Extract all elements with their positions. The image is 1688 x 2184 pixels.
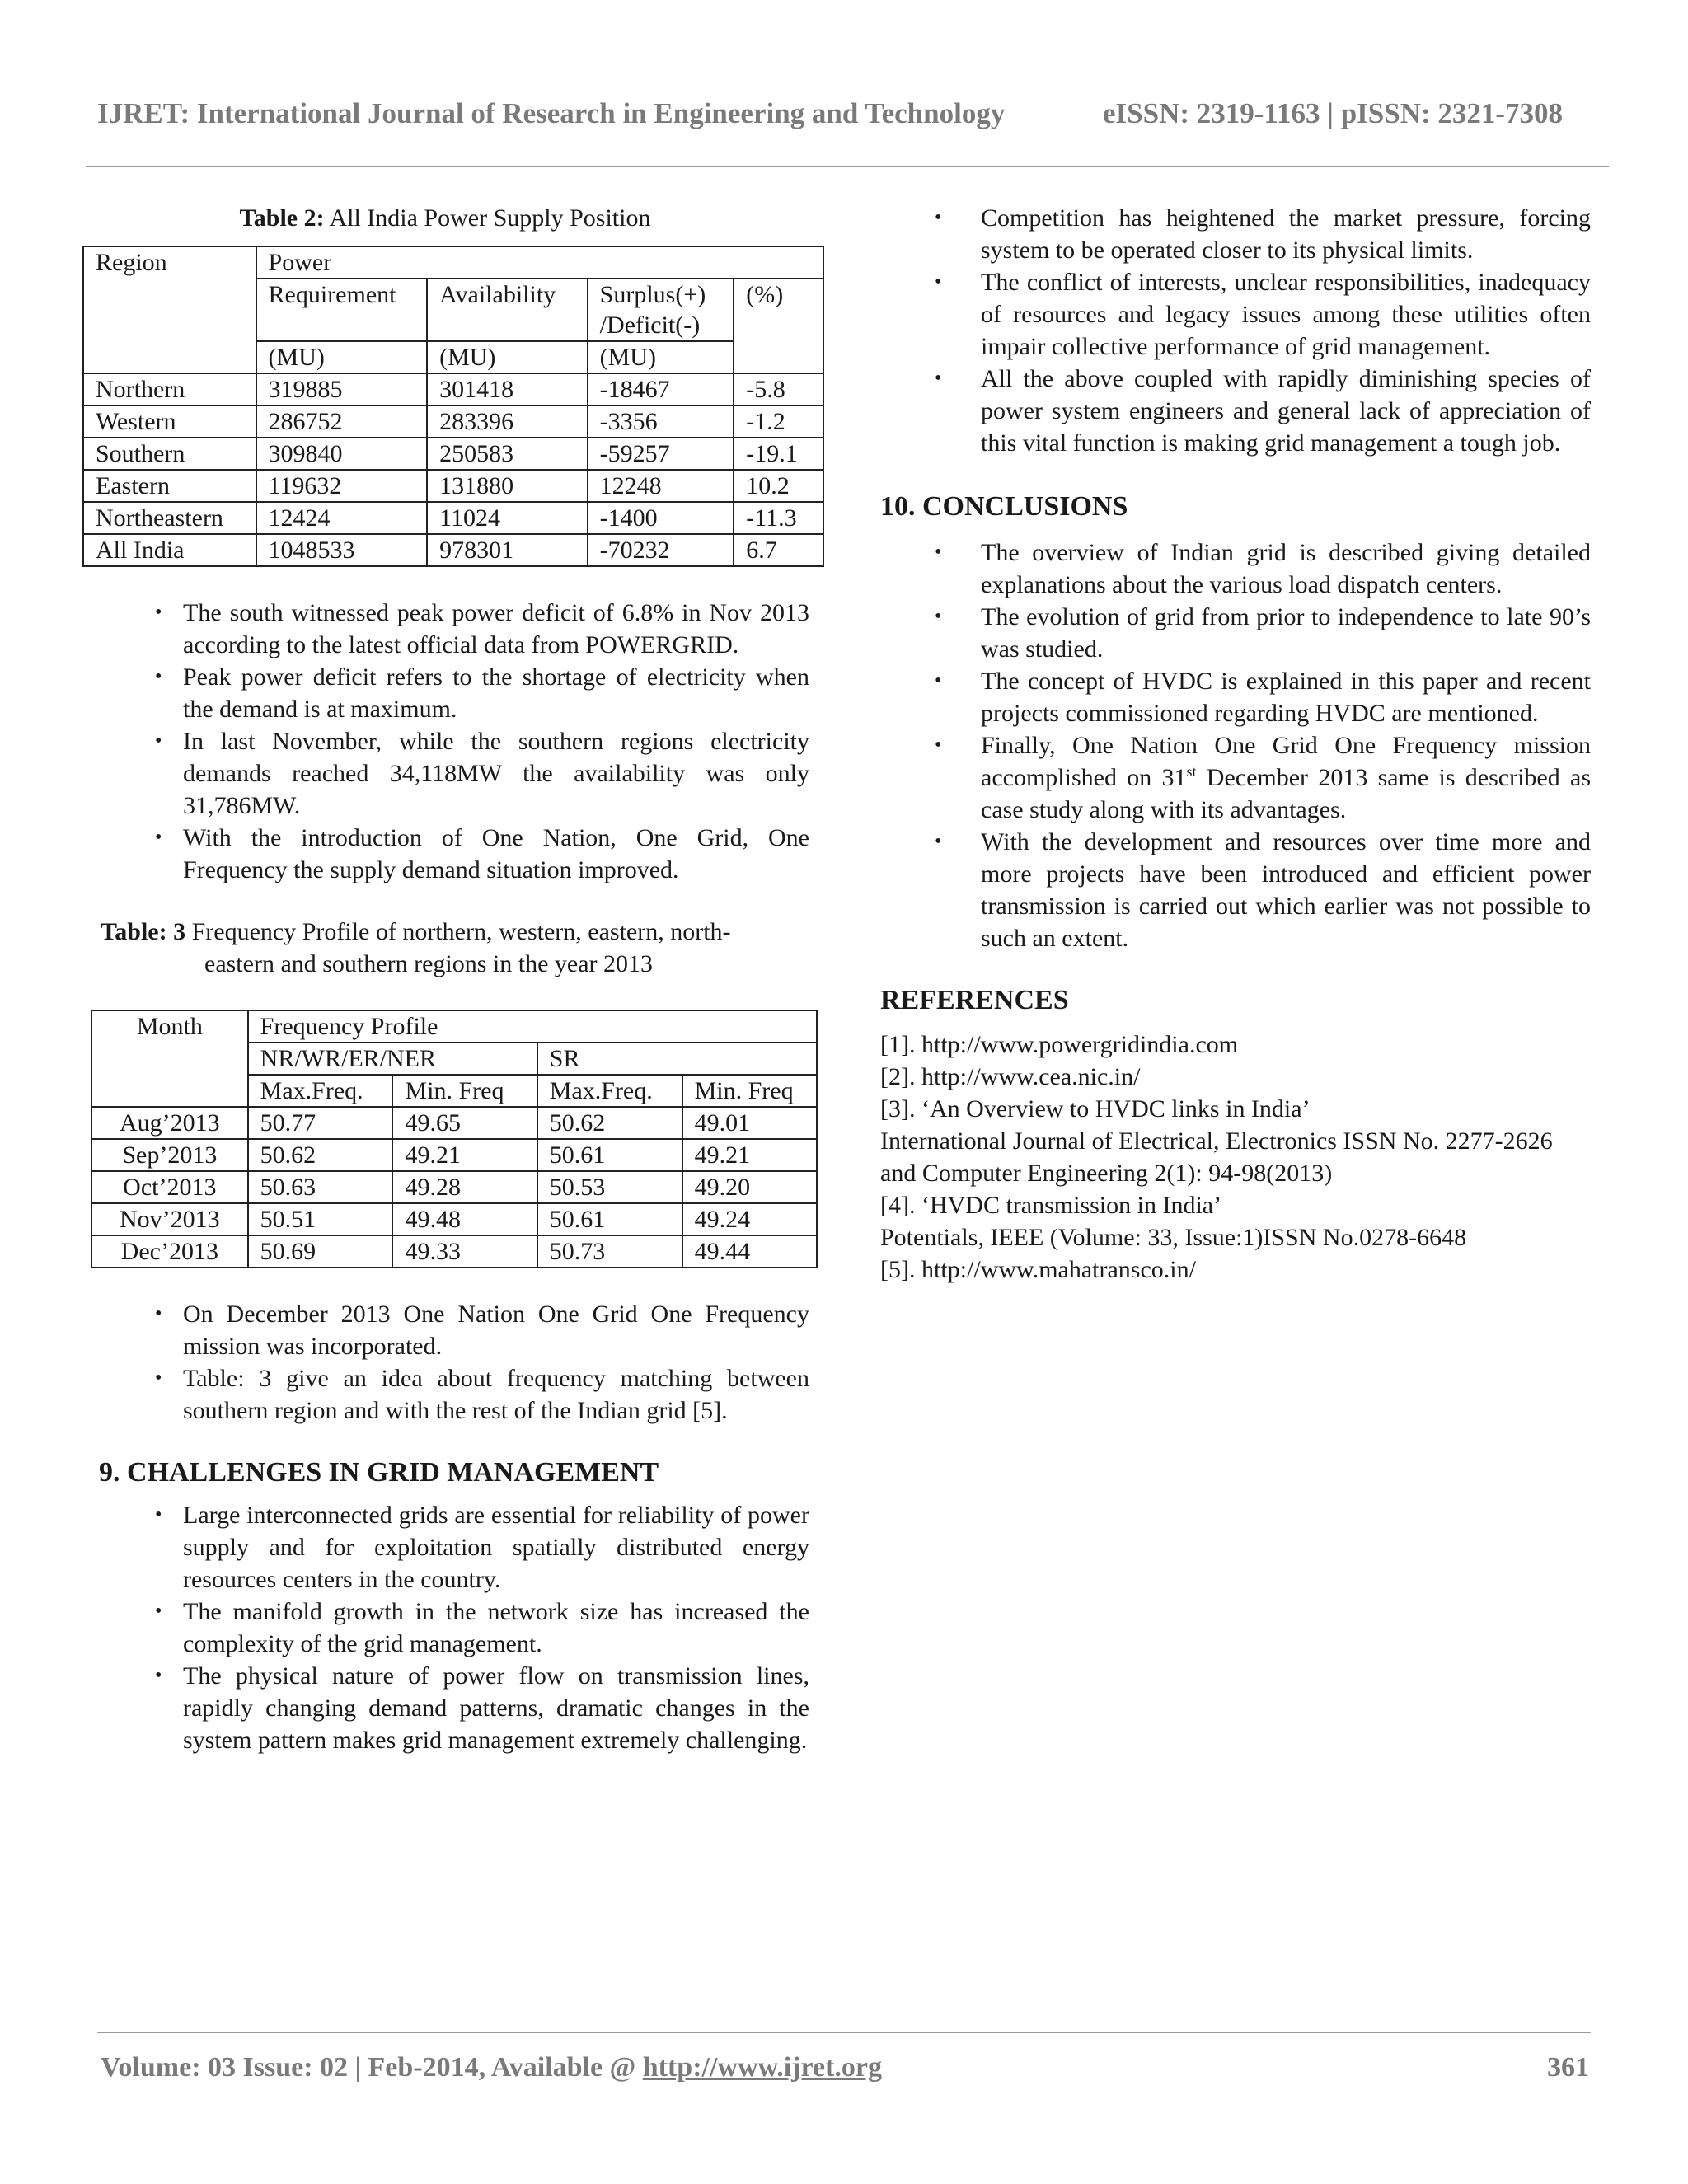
list-item: • Finally, One Nation One Grid One Frequency mission accomplished on 31st December 2013 same is described as case study along with its advantages. [935, 732, 1591, 823]
list-item: • The overview of Indian grid is described giving detailed explanations about the various load dispatch centers. [935, 539, 1591, 598]
page-number: 361 [1547, 2052, 1589, 2083]
table2-header-surplus: Surplus(+) /Deficit(-) [588, 279, 734, 341]
reference-item: [2]. http://www.cea.nic.in/ [880, 1063, 1141, 1090]
reference-item: International Journal of Electrical, Electronics ISSN No. 2277-2626 and Computer Engineering 2(1): 94-98(2013) [880, 1127, 1553, 1187]
section-heading-references: REFERENCES [880, 985, 1069, 1015]
page-footer [101, 2052, 1589, 2083]
table2-header-percent: (%) [734, 279, 823, 373]
list-item: • The physical nature of power flow on transmission lines, rapidly changing demand patterns, dramatic changes in the system pattern makes grid management extremely challenging. [155, 1662, 809, 1754]
bullet-list-frequency [82, 1298, 809, 1427]
table3-header-group-sr: SR [537, 1043, 817, 1075]
table-row: Northern 319885 301418 -18467 -5.8 [83, 373, 823, 405]
table2-unit: (MU) [427, 341, 588, 373]
list-item: • With the development and resources over time more and more projects have been introduced and efficient power transmission is carried out which earlier was not possible to such an extent. [935, 828, 1591, 952]
footer-divider [97, 2032, 1591, 2033]
list-item: • Competition has heightened the market pressure, forcing system to be operated closer to its physical limits. [935, 204, 1591, 264]
table3-header-group-nr: NR/WR/ER/NER [248, 1043, 537, 1075]
list-item: • All the above coupled with rapidly diminishing species of power system engineers and general lack of appreciation of this vital function is making grid management a tough job. [935, 365, 1591, 457]
list-item: • Peak power deficit refers to the shortage of electricity when the demand is at maximum. [155, 663, 809, 723]
table3-caption: Table: 3 Frequency Profile of northern, western, eastern, north- eastern and southern regions in the year 2013 [101, 918, 731, 977]
list-item: • Table: 3 give an idea about frequency matching between southern region and with the rest of the Indian grid [5]. [155, 1365, 809, 1424]
table2-header-availability: Availability [427, 279, 588, 341]
bullet-list-challenges [82, 1499, 809, 1756]
table-row: Nov’2013 50.51 49.48 50.61 49.24 [91, 1203, 817, 1235]
bullet-list-conclusions [880, 537, 1591, 954]
page-header [97, 97, 1597, 130]
reference-item: [4]. ‘HVDC transmission in India’ [880, 1192, 1222, 1219]
section-heading-conclusions: 10. CONCLUSIONS [880, 491, 1128, 522]
journal-issn: eISSN: 2319-1163 | pISSN: 2321-7308 [1103, 97, 1564, 129]
list-item: • Large interconnected grids are essential for reliability of power supply and for exploitation spatially distributed energy resources centers in the country. [155, 1502, 809, 1593]
list-item: • The conflict of interests, unclear responsibilities, inadequacy of resources and legacy issues among these utilities often impair collective performance of grid management. [935, 269, 1591, 360]
table3: Month Frequency Profile NR/WR/ER/NER SR Max.Freq. Min. Freq Max.Freq. Min. Freq Aug’2013 50.77 49.65 50.62 49.01 Sep’2013 50.62 49.21 50.61 49.21 Oct’2013 50.63 49.28 50.53 49.20 Nov’2013 50.51 49.48 50.61 49.24 Dec’2013 50.69 49.33 50.73 49.44 [91, 1010, 818, 1268]
list-item: • The manifold growth in the network size has increased the complexity of the grid management. [155, 1598, 809, 1657]
reference-list [880, 1029, 1591, 1286]
table2-header-power: Power [256, 246, 823, 279]
reference-item: [1]. http://www.powergridindia.com [880, 1031, 1239, 1058]
right-column [880, 202, 1591, 1286]
table2 [82, 246, 824, 567]
list-item: • On December 2013 One Nation One Grid One Frequency mission was incorporated. [155, 1301, 809, 1360]
footer-journal-link[interactable]: http://www.ijret.org [642, 2052, 882, 2083]
header-divider [86, 166, 1609, 167]
table2-unit: (MU) [588, 341, 734, 373]
table-row: All India 1048533 978301 -70232 6.7 [83, 534, 823, 566]
journal-title: IJRET: International Journal of Research in Engineering and Technology [97, 97, 1006, 129]
table3-header-profile: Frequency Profile [248, 1010, 817, 1043]
table2-unit: (MU) [256, 341, 428, 373]
reference-item: Potentials, IEEE (Volume: 33, Issue:1)ISSN No.0278-6648 [880, 1224, 1467, 1251]
table-row: Eastern 119632 131880 12248 10.2 [83, 470, 823, 502]
table-row: Sep’2013 50.62 49.21 50.61 49.21 [91, 1139, 817, 1171]
footer-volume: Volume: 03 Issue: 02 | Feb-2014, Available @ [101, 2052, 643, 2083]
bullet-list-supply [82, 597, 809, 886]
section-heading-challenges: 9. CHALLENGES IN GRID MANAGEMENT [99, 1457, 659, 1488]
table2-caption: Table 2: All India Power Supply Position [239, 204, 651, 232]
list-item: • With the introduction of One Nation, One Grid, One Frequency the supply demand situation improved. [155, 824, 809, 883]
bullet-list-grid-issues [880, 202, 1591, 459]
list-item: • In last November, while the southern regions electricity demands reached 34,118MW the availability was only 31,786MW. [155, 728, 809, 819]
list-item: • The south witnessed peak power deficit of 6.8% in Nov 2013 according to the latest official data from POWERGRID. [155, 599, 809, 658]
table-row: Northeastern 12424 11024 -1400 -11.3 [83, 502, 823, 534]
list-item: • The concept of HVDC is explained in this paper and recent projects commissioned regarding HVDC are mentioned. [935, 668, 1591, 727]
table-row: Western 286752 283396 -3356 -1.2 [83, 405, 823, 438]
list-item: • The evolution of grid from prior to independence to late 90’s was studied. [935, 603, 1591, 663]
table3-header-month: Month [91, 1010, 248, 1107]
table-row: Southern 309840 250583 -59257 -19.1 [83, 438, 823, 470]
table-row: Oct’2013 50.63 49.28 50.53 49.20 [91, 1171, 817, 1203]
reference-item: [5]. http://www.mahatransco.in/ [880, 1256, 1196, 1283]
table-row: Dec’2013 50.69 49.33 50.73 49.44 [91, 1235, 817, 1268]
table2-header-region: Region [83, 246, 256, 373]
table2-header-requirement: Requirement [256, 279, 428, 341]
table-row: Aug’2013 50.77 49.65 50.62 49.01 [91, 1107, 817, 1139]
reference-item: [3]. ‘An Overview to HVDC links in India’ [880, 1095, 1311, 1122]
left-column [82, 202, 824, 1756]
